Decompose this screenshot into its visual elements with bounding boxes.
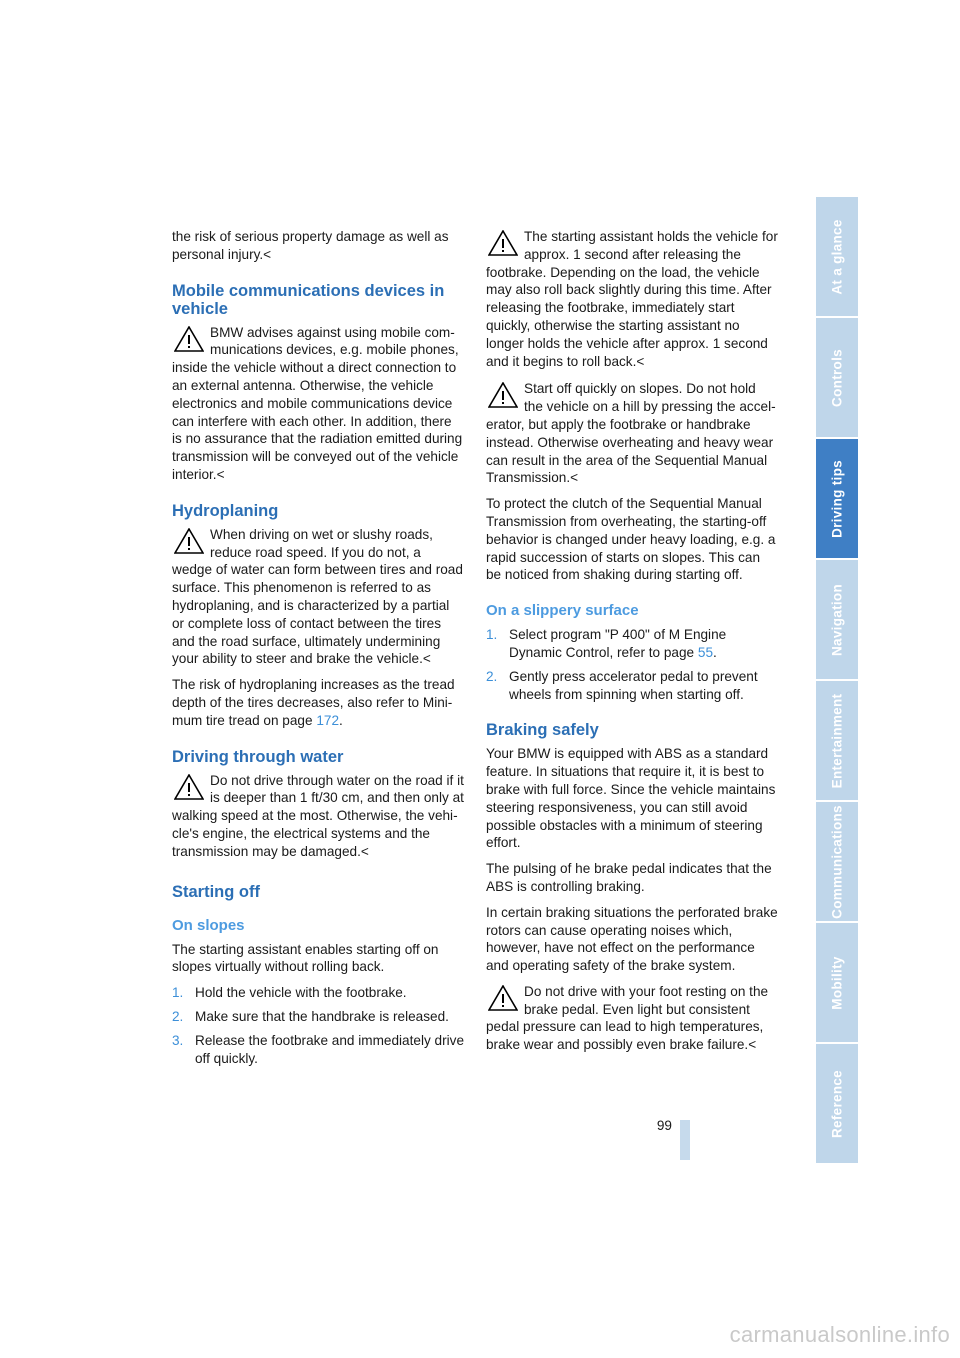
tab-communications[interactable] xyxy=(816,802,858,921)
tab-at-a-glance[interactable] xyxy=(816,197,858,316)
page-link-172[interactable]: 172 xyxy=(316,712,340,728)
tab-driving-tips[interactable] xyxy=(816,439,858,558)
step-text: Gently press accelerator pedal to prevent wheels from spinning when starting off. xyxy=(509,668,758,702)
step-text: Hold the vehicle with the footbrake. xyxy=(195,985,407,1001)
slopes-steps xyxy=(172,984,464,1067)
page-number: 99 xyxy=(656,1118,672,1133)
step-text-end: . xyxy=(713,644,717,660)
warning-hydroplaning xyxy=(172,526,464,668)
warning-triangle-icon xyxy=(174,528,204,554)
warning-water-text: Do not drive through water on the road if it is deeper than 1 ft/30 cm, and then only at walking speed at the most. Otherwise, the vehicle's engine, the electrical systems and the transmission may be damaged.< xyxy=(172,772,464,859)
subheading-slippery-surface: On a slippery surface xyxy=(486,602,639,620)
step-number: 2. xyxy=(172,1008,184,1024)
tab-label: At a glance xyxy=(829,218,845,295)
heading-starting-off: Starting off xyxy=(172,882,260,901)
subheading-on-slopes: On slopes xyxy=(172,916,245,934)
tab-label: Driving tips xyxy=(829,459,845,538)
list-item xyxy=(486,668,778,704)
tab-label: Controls xyxy=(829,348,845,407)
list-item xyxy=(172,1008,464,1026)
warning-mobile xyxy=(172,324,464,484)
tab-entertainment[interactable] xyxy=(816,681,858,800)
slippery-steps xyxy=(486,626,778,703)
tab-label: Navigation xyxy=(829,583,845,656)
tab-label: Mobility xyxy=(829,955,845,1010)
step-text: Select program "P 400" of M Engine Dynamic Control, refer to page xyxy=(509,627,727,660)
list-item xyxy=(486,626,778,662)
warning-hydroplaning-text: When driving on wet or slushy roads, reduce road speed. If you do not, a wedge of water can form between tires and road surface. This phenomenon is referred to as hydroplaning, and is characterized by a partial or complete loss of contact between the tires and the road surface, ultimately undermining your ability to steer and brake the vehicle.< xyxy=(172,526,463,667)
warning-starting-assistant xyxy=(486,228,778,370)
tab-label: Reference xyxy=(829,1069,845,1138)
rotors-paragraph: In certain braking situations the perforated brake rotors can cause operating noises which, however, have not effect on the performance and operating safety of the brake system. xyxy=(486,904,778,974)
list-item xyxy=(172,1032,464,1068)
step-number: 3. xyxy=(172,1032,184,1048)
watermark: carmanualsonline.info xyxy=(729,1322,950,1347)
tab-label: Entertainment xyxy=(829,693,845,788)
tab-label: Communications xyxy=(829,804,845,919)
warning-water xyxy=(172,772,464,861)
warning-triangle-icon xyxy=(488,985,518,1011)
abs-paragraph: Your BMW is equipped with ABS as a standard feature. In situations that require it, it is best to brake with full force. Since the vehicle maintains steering responsiveness, you can still avoid possible obstacles with a minimum of steering effort. xyxy=(486,746,776,851)
chapter-sidebar xyxy=(816,197,858,1165)
clutch-paragraph: To protect the clutch of the Sequential Manual Transmission from overheating, the starting-off behavior is changed under heavy loading, e.g. a rapid succession of starts on slopes. This can be noticed from shaking during starting off. xyxy=(486,496,776,583)
page-number-bar xyxy=(680,1120,690,1160)
right-column xyxy=(486,228,778,1062)
warning-triangle-icon xyxy=(488,230,518,256)
step-text: Release the footbrake and immediately drive off quickly. xyxy=(195,1032,465,1066)
hydroplaning-paragraph xyxy=(172,676,464,729)
warning-triangle-icon xyxy=(174,774,204,800)
step-number: 1. xyxy=(172,985,184,1001)
hydroplaning-text-end: . xyxy=(339,712,343,728)
warning-triangle-icon xyxy=(488,382,518,408)
tab-mobility[interactable] xyxy=(816,923,858,1042)
heading-mobile-communications: Mobile communications devices in vehicle xyxy=(172,281,445,318)
warning-triangle-icon xyxy=(174,326,204,352)
step-number: 2. xyxy=(486,668,498,684)
heading-braking-safely: Braking safely xyxy=(486,721,599,740)
slopes-paragraph: The starting assistant enables starting off on slopes virtually without rolling back. xyxy=(172,941,439,975)
warning-brake-foot-text: Do not drive with your foot resting on the brake pedal. Even light but consistent pedal pressure can lead to high temperatures, brake wear and possibly even brake failure.< xyxy=(486,983,769,1053)
tab-reference[interactable] xyxy=(816,1044,858,1163)
step-text: Make sure that the handbrake is released. xyxy=(195,1008,449,1024)
page-link-55[interactable]: 55 xyxy=(697,644,714,660)
tab-controls[interactable] xyxy=(816,318,858,437)
tab-navigation[interactable] xyxy=(816,560,858,679)
heading-hydroplaning: Hydroplaning xyxy=(172,501,279,520)
warning-mobile-text: BMW advises against using mobile communications devices, e.g. mobile phones, inside the vehicle without a direct connection to an external antenna. Otherwise, the vehicle electronics and mobile communications device can interfere with each other. In addition, there is no assurance that the radiation emitted during transmission will be conveyed out of the vehicle interior.< xyxy=(172,324,463,482)
list-item xyxy=(172,984,464,1002)
intro-paragraph: the risk of serious property damage as well as personal injury.< xyxy=(172,229,449,262)
warning-starting-assistant-text: The starting assistant holds the vehicle for approx. 1 second after releasing the footbrake. Depending on the load, the vehicle may also roll back slightly during this time. After releasing the footbrake, immediately start quickly, otherwise the starting assistant no longer holds the vehicle after approx. 1 second and it begins to roll back.< xyxy=(486,229,778,369)
step-number: 1. xyxy=(486,627,498,643)
heading-driving-through-water: Driving through water xyxy=(172,747,344,766)
warning-slopes xyxy=(486,380,778,487)
warning-brake-foot xyxy=(486,983,778,1054)
warning-slopes-text: Start off quickly on slopes. Do not hold the vehicle on a hill by pressing the accelerator, but apply the footbrake or handbrake instead. Otherwise overheating and heavy wear can result in the area of the Sequential Manual Transmission.< xyxy=(486,381,776,486)
left-column xyxy=(172,228,464,1073)
hydroplaning-text: The risk of hydroplaning increases as the tread depth of the tires decreases, also refer to Minimum tire tread on page xyxy=(172,677,455,728)
pulsing-paragraph: The pulsing of he brake pedal indicates that the ABS is controlling braking. xyxy=(486,861,772,894)
